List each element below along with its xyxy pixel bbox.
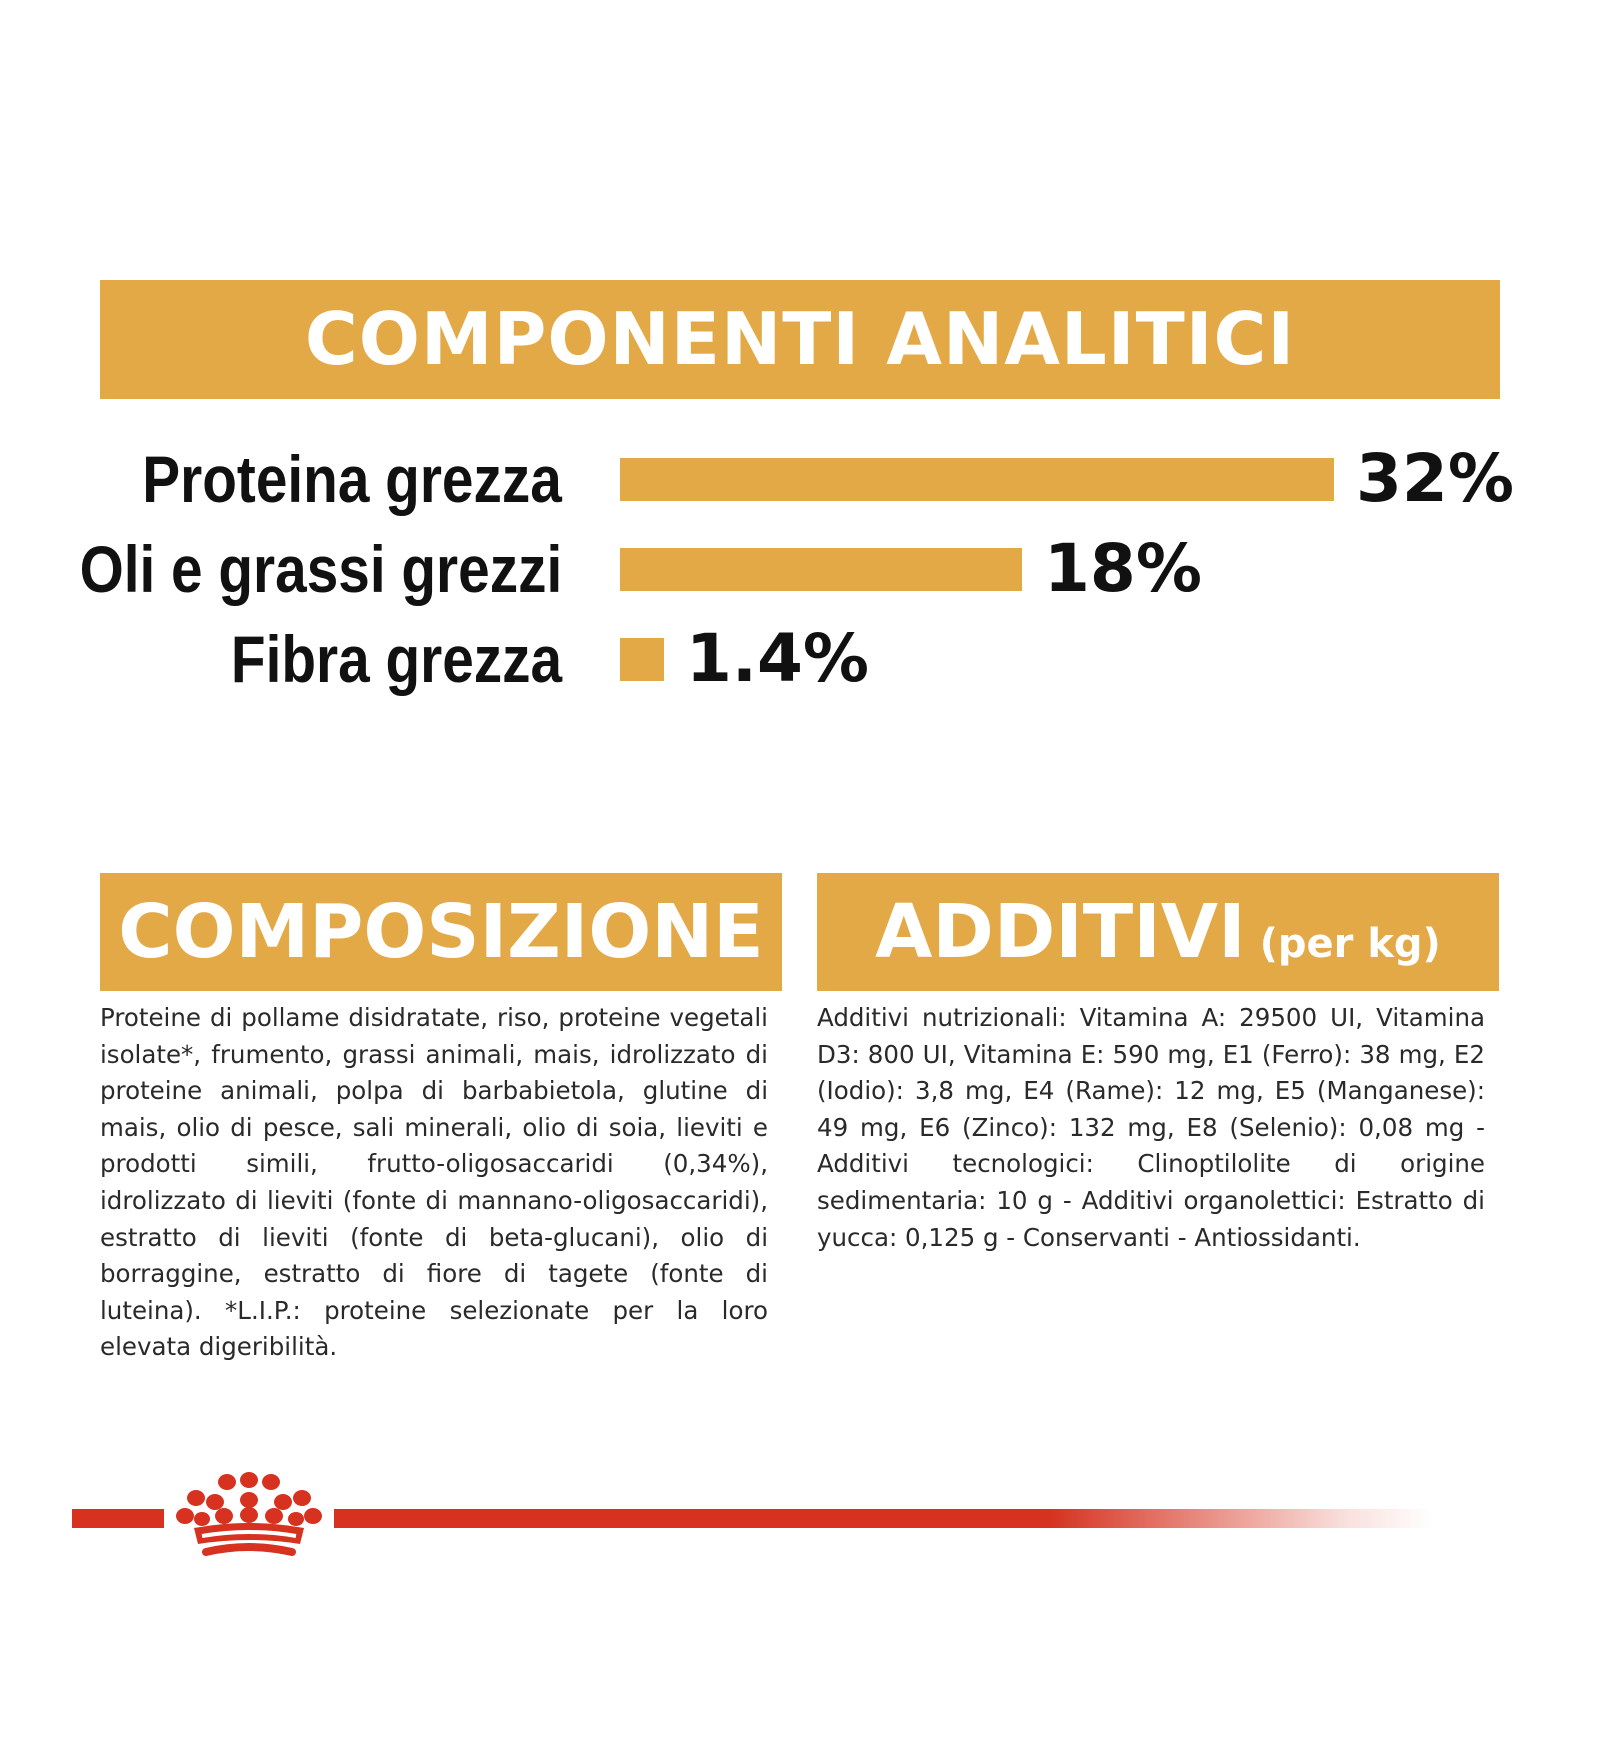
nutrient-value: 32% [1356,440,1514,517]
nutrient-row-fiber [0,614,1600,704]
royal-crown-logo-icon [172,1472,322,1558]
analytic-components-header: COMPONENTI ANALITICI [100,280,1500,399]
composition-header: COMPOSIZIONE [100,873,782,991]
nutrient-value: 18% [1044,530,1202,607]
nutrient-row-protein [0,434,1600,524]
nutrient-label: Oli e grassi grezzi [79,532,562,606]
additives-header [817,873,1499,991]
nutrient-label: Fibra grezza [230,622,562,696]
composition-text: Proteine di pollame disidratate, riso, proteine vegetali isolate*, frumento, grassi animali, mais, idrolizzato di proteine animali, polpa di barbabietola, glutine di mais, olio di pesce, sali minerali, olio di soia, lieviti e prodotti simili, frutto-oligosaccaridi (0,34%), idrolizzato di lieviti (fonte di mannano-oligosaccaridi), estratto di lieviti (fonte di beta-glucani), olio di borraggine, estratto di fiore di tagete (fonte di luteina). *L.I.P.: proteine selezionate per la loro elevata digeribilità. [100,1003,768,1362]
nutrient-row-fat [0,524,1600,614]
nutrient-value: 1.4% [686,620,870,697]
additives-title: ADDITIVI [875,889,1246,975]
nutrient-bar [620,548,1022,591]
additives-text: Additivi nutrizionali: Vitamina A: 29500 UI, Vitamina D3: 800 UI, Vitamina E: 590 mg, E1 (Ferro): 38 mg, E2 (Iodio): 3,8 mg, E4 (Rame): 12 mg, E5 (Manganese): 49 mg, E6 (Zinco): 132 mg, E8 (Selenio): 0,08 mg - Additivi tecnologici: Clinoptilolite di origine sedimentaria: 10 g - Additivi organolettici: Estratto di yucca: 0,125 g - Conservanti - Antiossidanti. [817,1003,1485,1252]
nutrient-label: Proteina grezza [142,442,562,516]
nutrient-bar [620,638,664,681]
additives-subtitle: (per kg) [1259,921,1441,967]
brand-rule-left [72,1509,164,1528]
brand-rule-right [334,1509,1434,1528]
nutrient-bar [620,458,1334,501]
